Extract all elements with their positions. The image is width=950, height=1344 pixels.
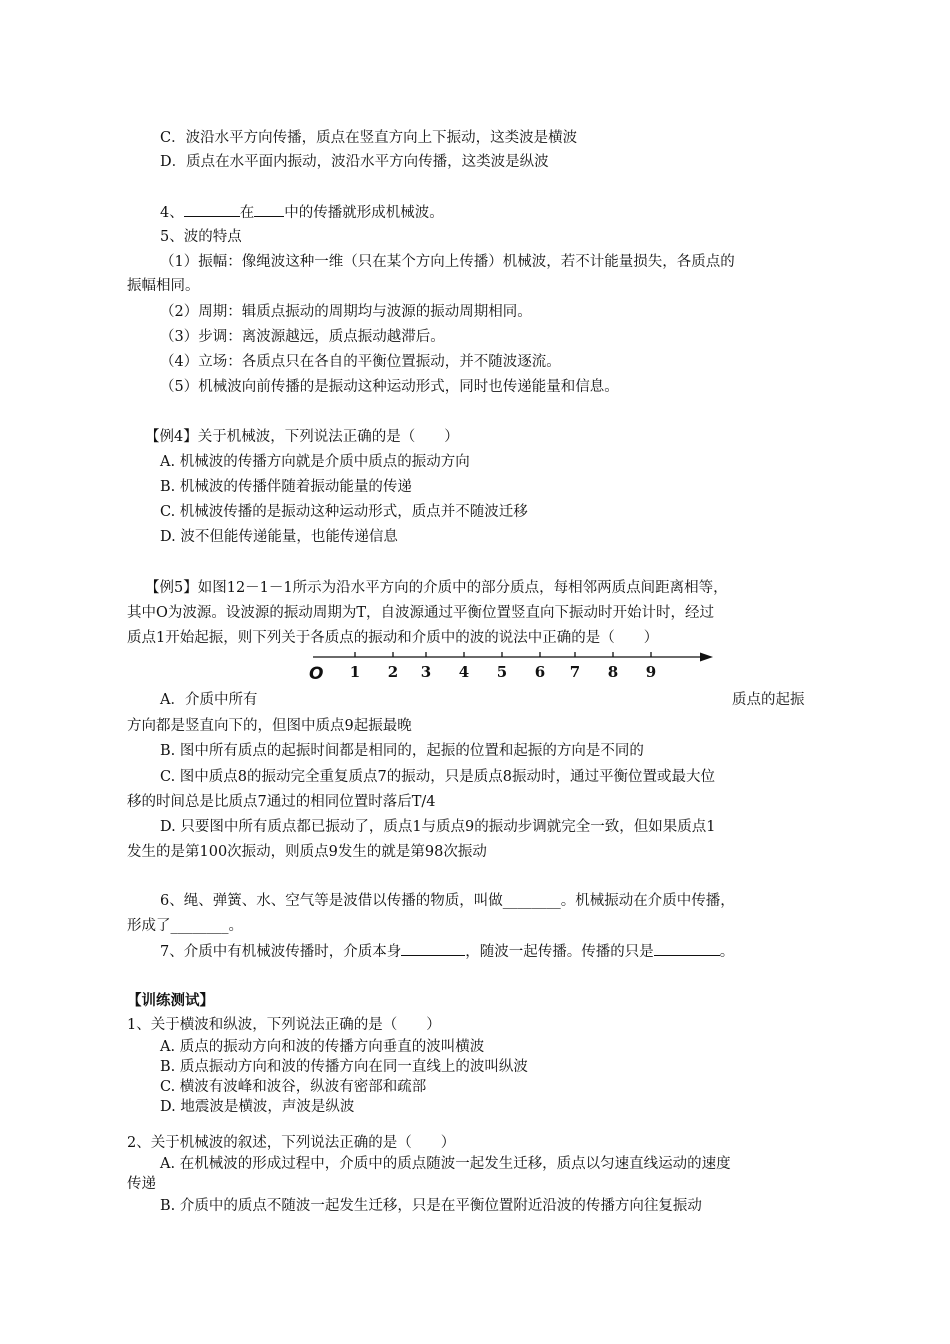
q4-mid-text: 在	[239, 205, 255, 221]
example-5-option-d-cont: 发生的是第100次振动，则质点9发生的就是第98次振动	[127, 844, 487, 860]
q5-point-3: （3）步调：离波源越远，质点振动越滞后。	[160, 329, 445, 345]
training-q2-stem: 2、关于机械波的叙述，下列说法正确的是（ ）	[127, 1135, 456, 1151]
particle-label-5: 5	[496, 663, 508, 681]
q3-option-d: D．质点在水平面内振动，波沿水平方向传播，这类波是纵波	[160, 154, 549, 170]
particle-label-4: 4	[458, 663, 470, 681]
q6-line-1: 6、绳、弹簧、水、空气等是波借以传播的物质，叫做________。机械振动在介质中传播，	[160, 893, 735, 909]
training-q2-option-b: B. 介质中的质点不随波一起发生迁移，只是在平衡位置附近沿波的传播方向往复振动	[160, 1198, 702, 1214]
training-q1-option-c: C. 横波有波峰和波谷，纵波有密部和疏部	[160, 1079, 427, 1095]
particle-label-3: 3	[420, 663, 432, 681]
particle-label-9: 9	[645, 663, 657, 681]
q4-tail-text: 中的传播就形成机械波。	[284, 205, 444, 221]
particle-axis-figure	[305, 643, 725, 687]
example-5-option-a-cont: 方向都是竖直向下的，但图中质点9起振最晚	[127, 718, 412, 734]
q5-title: 5、波的特点	[160, 229, 242, 245]
q4-blank-2	[254, 202, 284, 217]
q5-point-4: （4）立场：各质点只在各自的平衡位置振动，并不随波逐流。	[160, 354, 561, 370]
example-4-stem: 【例4】关于机械波，下列说法正确的是（ ）	[145, 429, 459, 445]
training-q1-option-b: B. 质点振动方向和波的传播方向在同一直线上的波叫纵波	[160, 1059, 528, 1075]
q4-number: 4、	[160, 205, 184, 221]
q7-mid: ，随波一起传播。传播的只是	[465, 944, 654, 960]
q7-tail: 。	[719, 944, 735, 960]
q5-point-5: （5）机械波向前传播的是振动这种运动形式，同时也传递能量和信息。	[160, 379, 619, 395]
q7-head: 7、介质中有机械波传播时，介质本身	[160, 944, 402, 960]
training-q2-option-a: A. 在机械波的形成过程中，介质中的质点随波一起发生迁移，质点以匀速直线运动的速度	[160, 1156, 731, 1172]
example-5-option-c-cont: 移的时间总是比质点7通过的相同位置时落后T/4	[127, 794, 436, 810]
q6-line-2: 形成了________。	[127, 918, 243, 934]
training-heading: 【训练测试】	[127, 992, 214, 1009]
example-5-stem-line-3: 质点1开始起振，则下列关于各质点的振动和介质中的波的说法中正确的是（ ）	[127, 630, 659, 646]
example-5-stem-line-2: 其中O为波源。设波源的振动周期为T，自波源通过平衡位置竖直向下振动时开始计时，经过	[127, 605, 715, 621]
q4-line	[160, 202, 444, 223]
example-4-option-a: A. 机械波的传播方向就是介质中质点的振动方向	[160, 454, 470, 470]
q5-point-1-cont: 振幅相同。	[127, 278, 200, 294]
axis-origin-label: O	[309, 664, 324, 684]
example-5-option-a-right: 质点的起振	[732, 692, 805, 708]
example-5-option-a-left: A．介质中所有	[160, 692, 258, 708]
training-q2-option-a-cont: 传递	[127, 1176, 156, 1192]
example-5-option-c: C. 图中质点8的振动完全重复质点7的振动，只是质点8振动时，通过平衡位置或最大位	[160, 769, 715, 785]
q3-option-c: C．波沿水平方向传播，质点在竖直方向上下振动，这类波是横波	[160, 130, 578, 146]
example-4-option-c: C. 机械波传播的是振动这种运动形式，质点并不随波迁移	[160, 504, 528, 520]
q7-blank-2	[654, 941, 720, 956]
axis-arrowhead	[700, 653, 713, 662]
example-5-option-d: D. 只要图中所有质点都已振动了，质点1与质点9的振动步调就完全一致，但如果质点1	[160, 819, 716, 835]
q5-point-1: （1）振幅：像绳波这种一维（只在某个方向上传播）机械波，若不计能量损失，各质点的	[160, 254, 735, 270]
particle-label-6: 6	[534, 663, 546, 681]
example-5-stem-line-1: 【例5】如图12－1－1所示为沿水平方向的介质中的部分质点，每相邻两质点间距离相等，	[145, 580, 728, 596]
particle-label-2: 2	[387, 663, 399, 681]
q5-point-2: （2）周期：辑质点振动的周期均与波源的振动周期相同。	[160, 304, 532, 320]
training-q1-stem: 1、关于横波和纵波，下列说法正确的是（ ）	[127, 1017, 441, 1033]
example-5-option-b: B. 图中所有质点的起振时间都是相同的，起振的位置和起振的方向是不同的	[160, 743, 644, 759]
particle-label-8: 8	[607, 663, 619, 681]
example-4-option-b: B. 机械波的传播伴随着振动能量的传递	[160, 479, 412, 495]
example-4-option-d: D. 波不但能传递能量，也能传递信息	[160, 529, 398, 545]
training-q1-option-d: D. 地震波是横波，声波是纵波	[160, 1099, 355, 1115]
q4-blank-1	[184, 202, 240, 217]
q7-blank-1	[401, 941, 465, 956]
q7-line	[160, 941, 734, 962]
training-q1-option-a: A. 质点的振动方向和波的传播方向垂直的波叫横波	[160, 1039, 485, 1055]
particle-label-7: 7	[569, 663, 581, 681]
particle-label-1: 1	[349, 663, 361, 681]
